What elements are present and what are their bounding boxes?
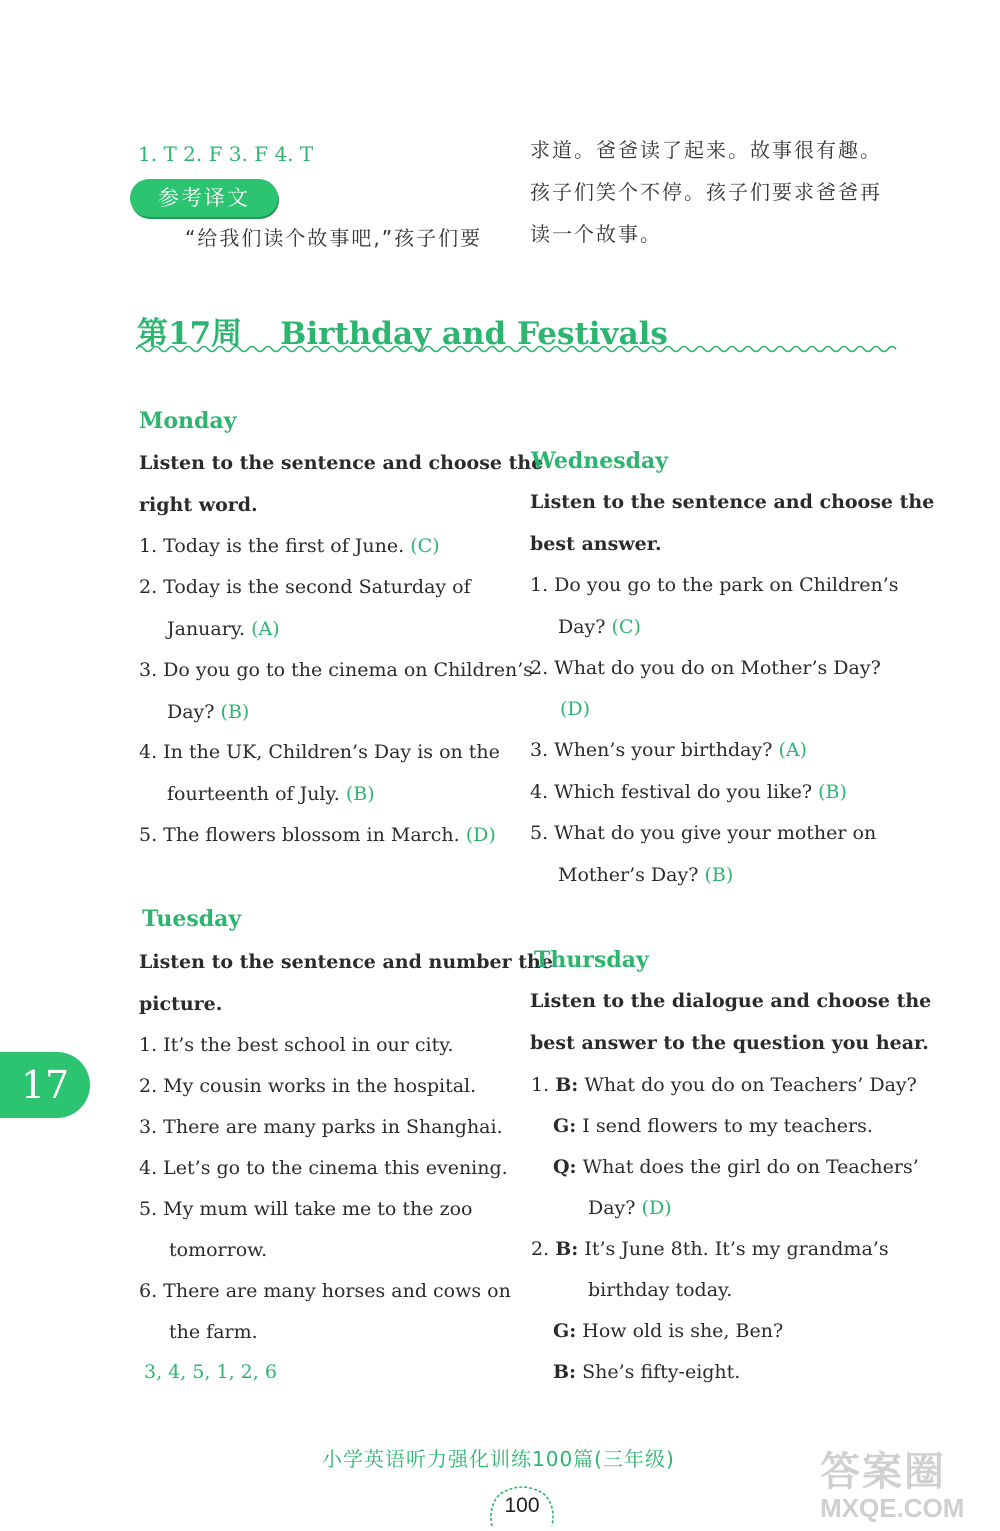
watermark-logo: 答案圈 xyxy=(820,1450,946,1494)
list-item: tomorrow. xyxy=(169,1239,268,1261)
list-item: the farm. xyxy=(169,1321,258,1343)
answer: (D) xyxy=(641,1197,672,1219)
list-item: 5. My mum will take me to the zoo xyxy=(139,1198,473,1220)
list-item: 2. My cousin works in the hospital. xyxy=(139,1075,477,1097)
answer: (B) xyxy=(704,864,734,886)
tuesday-heading: Tuesday xyxy=(142,906,242,932)
list-item: 2. Today is the second Saturday of xyxy=(139,576,471,598)
thursday-instruction: Listen to the dialogue and choose the xyxy=(530,990,932,1012)
list-item: 4. In the UK, Children’s Day is on the xyxy=(139,741,500,763)
monday-instruction: right word. xyxy=(139,494,258,516)
translation-line: 求道。爸爸读了起来。故事很有趣。 xyxy=(530,138,882,162)
dialogue-line: G: I send flowers to my teachers. xyxy=(553,1115,873,1137)
list-item: 4. Which festival do you like? (B) xyxy=(530,781,847,803)
answer: (D) xyxy=(560,698,591,720)
list-item: Mother’s Day? (B) xyxy=(558,864,734,886)
list-item: Day? (C) xyxy=(558,616,641,638)
answers-line: 1. T 2. F 3. F 4. T xyxy=(138,142,314,166)
list-item: fourteenth of July. (B) xyxy=(167,783,375,805)
tuesday-answer: 3, 4, 5, 1, 2, 6 xyxy=(144,1361,277,1383)
list-item: 5. What do you give your mother on xyxy=(530,822,877,844)
week-side-tab: 17 xyxy=(0,1052,90,1118)
dialogue-line: Q: What does the girl do on Teachers’ xyxy=(553,1156,919,1178)
list-item: 5. The flowers blossom in March. (D) xyxy=(139,824,496,846)
dialogue-line: G: How old is she, Ben? xyxy=(553,1320,784,1342)
thursday-heading: Thursday xyxy=(534,947,649,973)
list-item: 1. Do you go to the park on Children’s xyxy=(530,574,899,596)
wednesday-instruction: Listen to the sentence and choose the xyxy=(530,491,935,513)
list-item: 1. It’s the best school in our city. xyxy=(139,1034,454,1056)
translation-line: 读一个故事。 xyxy=(530,222,662,246)
list-item: 2. What do you do on Mother’s Day? xyxy=(530,657,881,679)
answer: (D) xyxy=(465,824,496,846)
dialogue-line: 2. B: It’s June 8th. It’s my grandma’s xyxy=(531,1238,889,1260)
list-item: January. (A) xyxy=(167,618,280,640)
translation-line: “给我们读个故事吧,”孩子们要 xyxy=(185,226,483,250)
list-item: 3. There are many parks in Shanghai. xyxy=(139,1116,503,1138)
dialogue-line: birthday today. xyxy=(588,1279,733,1301)
answer: (B) xyxy=(818,781,847,803)
answer: (A) xyxy=(778,739,807,761)
book-title: 小学英语听力强化训练100篇(三年级) xyxy=(322,1447,675,1471)
wavy-underline xyxy=(136,342,900,356)
list-item: 4. Let’s go to the cinema this evening. xyxy=(139,1157,508,1179)
tuesday-instruction: picture. xyxy=(139,993,223,1015)
wednesday-heading: Wednesday xyxy=(531,448,669,474)
answer: (A) xyxy=(251,618,280,640)
wednesday-instruction: best answer. xyxy=(530,533,662,555)
monday-heading: Monday xyxy=(139,408,237,434)
translation-line: 孩子们笑个不停。孩子们要求爸爸再 xyxy=(530,180,882,204)
list-item: 3. Do you go to the cinema on Children’s xyxy=(139,659,533,681)
dialogue-line: Day? (D) xyxy=(588,1197,672,1219)
list-item: 6. There are many horses and cows on xyxy=(139,1280,511,1302)
answer: (C) xyxy=(611,616,641,638)
list-item: Day? (B) xyxy=(167,701,250,723)
monday-instruction: Listen to the sentence and choose the xyxy=(139,452,544,474)
answer: (C) xyxy=(410,535,440,557)
dialogue-line: B: She’s fifty-eight. xyxy=(553,1361,741,1383)
answer: (B) xyxy=(220,701,250,723)
tuesday-instruction: Listen to the sentence and number the xyxy=(139,951,553,973)
watermark-url: MXQE.COM xyxy=(820,1493,965,1523)
reference-translation-badge: 参考译文 xyxy=(130,179,278,217)
answer: (B) xyxy=(345,783,375,805)
page-number: 100 xyxy=(504,1494,540,1517)
list-item: 3. When’s your birthday? (A) xyxy=(530,739,807,761)
list-item: 1. Today is the first of June. (C) xyxy=(139,535,440,557)
dialogue-line: 1. B: What do you do on Teachers’ Day? xyxy=(531,1074,917,1096)
week-theme: Birthday and Festivals xyxy=(280,316,668,352)
thursday-instruction: best answer to the question you hear. xyxy=(530,1032,929,1054)
week-number: 第17周 xyxy=(137,316,243,352)
watermark xyxy=(820,1440,964,1524)
